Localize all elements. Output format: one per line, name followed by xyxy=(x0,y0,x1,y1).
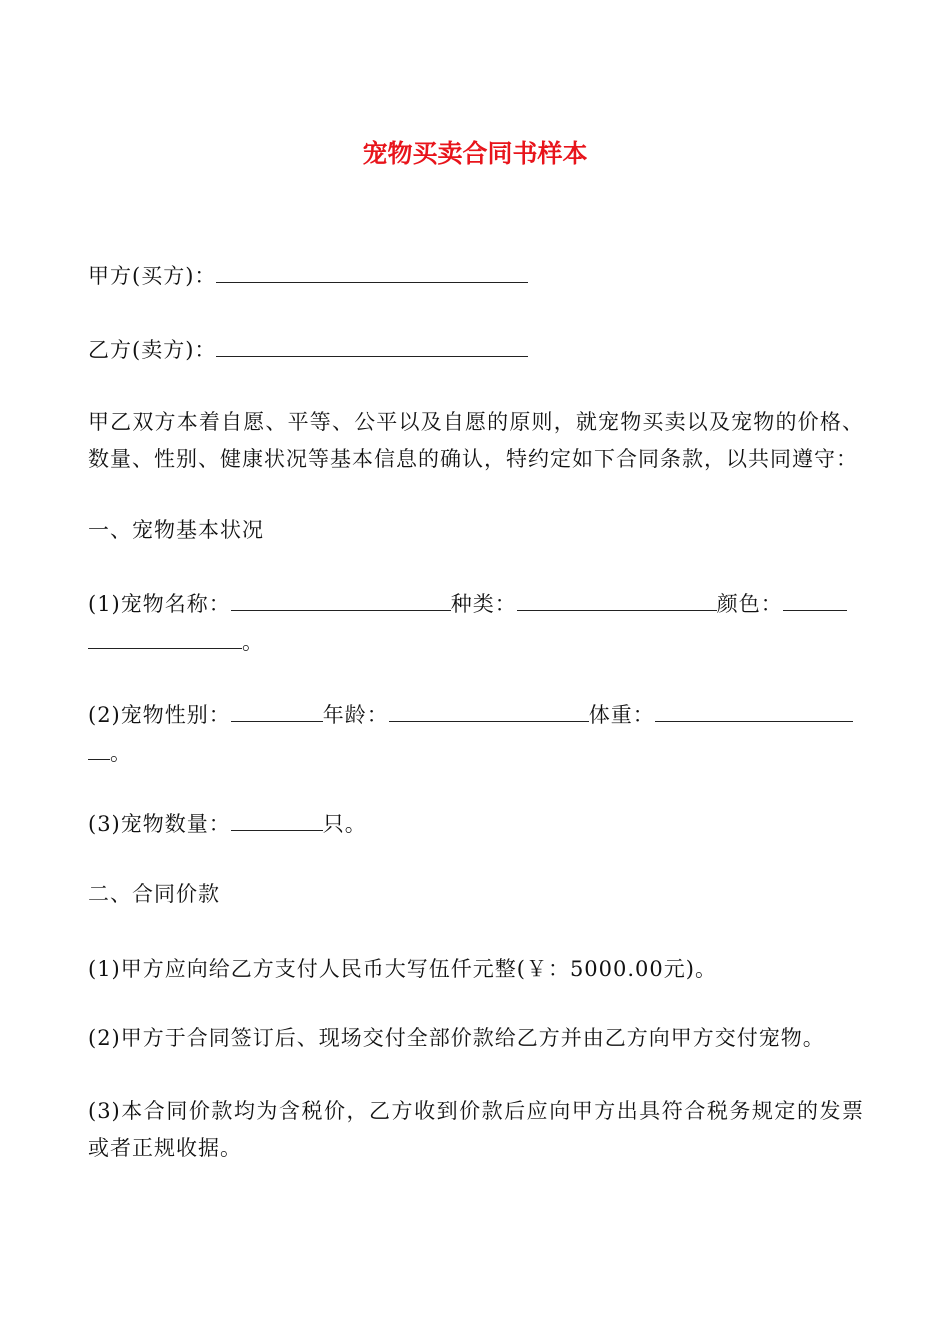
price-clause-3-line-2: 或者正规收据。 xyxy=(88,1136,242,1160)
pet-count-label: (3)宠物数量： xyxy=(88,812,231,836)
pet-count-unit: 只。 xyxy=(322,812,367,836)
pet-count-blank xyxy=(231,810,323,831)
document-title: 宠物买卖合同书样本 xyxy=(362,139,588,168)
pet-weight-label: 体重： xyxy=(588,703,655,727)
party-a-line xyxy=(88,262,528,290)
pet-weight-blank-cont xyxy=(88,739,110,760)
pet-color-blank xyxy=(783,590,847,611)
price-clause-1: (1)甲方应向给乙方支付人民币大写伍仟元整(￥：5000.00元)。 xyxy=(88,957,717,981)
pet-age-blank xyxy=(389,701,589,722)
pet-name-line-cont xyxy=(88,628,264,656)
party-a-label: 甲方(买方)： xyxy=(88,264,217,288)
pet-gender-line-cont xyxy=(88,739,132,767)
pet-name-end: 。 xyxy=(242,630,264,654)
section-1-heading: 一、宠物基本状况 xyxy=(88,518,264,542)
pet-gender-end: 。 xyxy=(110,741,132,765)
party-a-blank xyxy=(216,262,528,283)
party-b-line xyxy=(88,336,528,364)
pet-gender-blank xyxy=(231,701,323,722)
price-clause-2: (2)甲方于合同签订后、现场交付全部价款给乙方并由乙方向甲方交付宠物。 xyxy=(88,1026,825,1050)
pet-color-blank-cont xyxy=(88,628,242,649)
pet-weight-blank xyxy=(655,701,853,722)
pet-color-label: 颜色： xyxy=(716,592,783,616)
party-b-label: 乙方(卖方)： xyxy=(88,338,217,362)
pet-kind-blank xyxy=(517,590,717,611)
pet-gender-line xyxy=(88,701,853,729)
section-2-heading: 二、合同价款 xyxy=(88,882,220,906)
pet-age-label: 年龄： xyxy=(322,703,389,727)
pet-kind-label: 种类： xyxy=(450,592,517,616)
price-clause-3-line-1: (3)本合同价款均为含税价，乙方收到价款后应向甲方出具符合税务规定的发票 xyxy=(88,1099,864,1123)
party-b-blank xyxy=(216,336,528,357)
pet-count-line xyxy=(88,810,367,838)
intro-line-2: 数量、性别、健康状况等基本信息的确认，特约定如下合同条款，以共同遵守： xyxy=(88,447,858,471)
pet-name-line xyxy=(88,590,847,618)
intro-line-1: 甲乙双方本着自愿、平等、公平以及自愿的原则，就宠物买卖以及宠物的价格、 xyxy=(88,410,864,434)
pet-name-blank xyxy=(231,590,451,611)
pet-gender-label: (2)宠物性别： xyxy=(88,703,231,727)
pet-name-label: (1)宠物名称： xyxy=(88,592,231,616)
